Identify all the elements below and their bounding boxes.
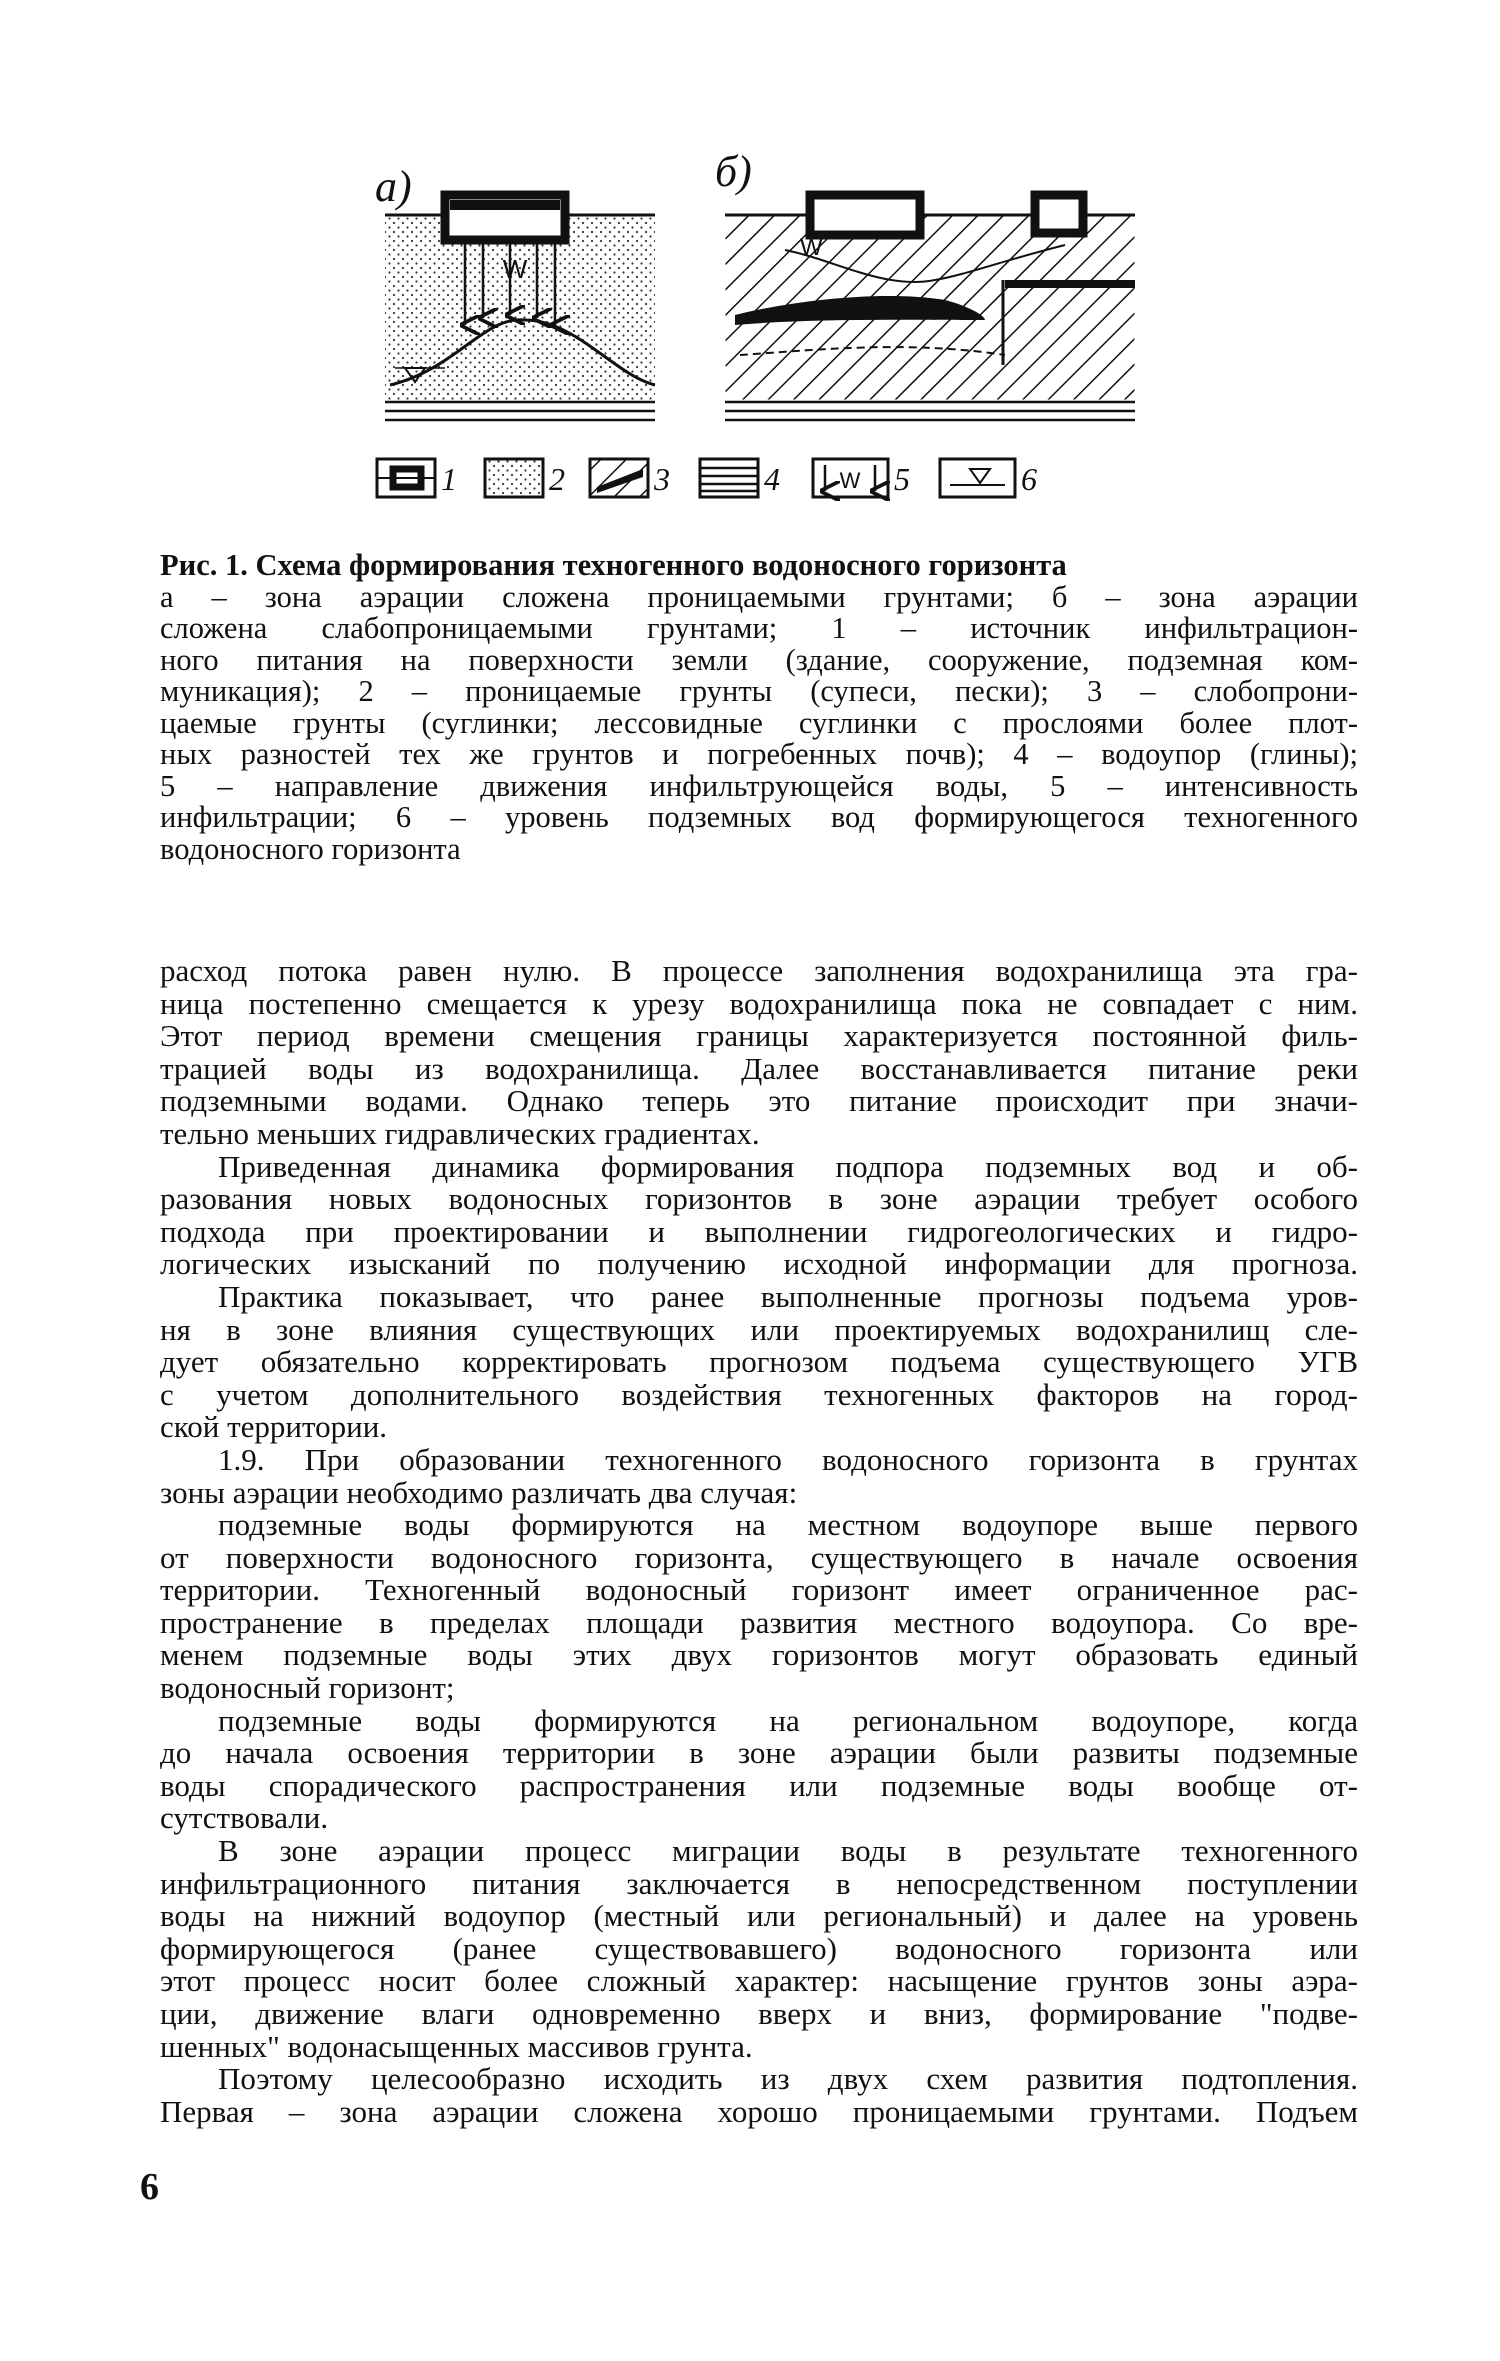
body-line: тельно меньших гидравлических градиентах.: [160, 1115, 760, 1151]
body-line: зоны аэрации необходимо различать два случая:: [160, 1474, 798, 1510]
caption-line: муникация); 2 – проницаемые грунты (супеси, пески); 3 – слобопрони-: [160, 674, 1358, 708]
caption-title: Рис. 1. Схема формирования техногенного водоносного горизонта: [160, 548, 1067, 582]
caption-line: 5 – направление движения инфильтрующейся воды, 5 – интенсивность: [160, 768, 1358, 803]
body-line: разования новых водоносных горизонтов в зоне аэрации требует особого: [160, 1181, 1358, 1217]
body-line: расход потока равен нулю. В процессе заполнения водохранилища эта гра-: [160, 953, 1358, 988]
body-line: воды на нижний водоупор (местный или региональный) и далее на уровень: [160, 1898, 1358, 1934]
body-line: подземные воды формируются на региональном водоупоре, когда: [218, 1702, 1358, 1738]
legend-num-1: 1: [441, 461, 457, 497]
body-line: сутствовали.: [160, 1800, 329, 1836]
caption-line: водоносного горизонта: [160, 831, 461, 866]
figure-legend: [375, 455, 1155, 503]
body-line: инфильтрационного питания заключается в непосредственном поступлении: [160, 1865, 1358, 1901]
body-line: до начала освоения территории в зоне аэрации были развиты подземные: [160, 1735, 1358, 1771]
caption-line: ного питания на поверхности земли (здание, сооружение, подземная ком-: [160, 642, 1358, 677]
caption-line: инфильтрации; 6 – уровень подземных вод формирующегося техногенного: [160, 800, 1358, 834]
figure-1-diagram: [365, 140, 1155, 520]
figure-label-b: б): [715, 147, 752, 196]
body-line: ции, движение влаги одновременно вверх и вниз, формирование "подве-: [160, 1996, 1358, 2031]
panel-a: [385, 195, 655, 420]
legend-num-5: 5: [894, 461, 910, 497]
body-line: воды спорадического распространения или подземные воды вообще от-: [160, 1767, 1358, 1803]
body-line: Этот период времени смещения границы характеризуется постоянной филь-: [160, 1018, 1358, 1054]
body-line: В зоне аэрации процесс миграции воды в результате техногенного: [218, 1833, 1358, 1869]
body-line: ница постепенно смещается к урезу водохранилища пока не совпадает с ним.: [160, 985, 1358, 1021]
body-line: от поверхности водоносного горизонта, существующего в начале освоения: [160, 1539, 1358, 1575]
body-line: шенных" водонасыщенных массивов грунта.: [160, 2028, 753, 2064]
body-line: территории. Техногенный водоносный горизонт имеет ограниченное рас-: [160, 1572, 1358, 1608]
body-line: ской территории.: [160, 1409, 388, 1445]
body-line: с учетом дополнительного воздействия техногенных факторов на город-: [160, 1376, 1358, 1412]
body-line: логических изысканий по получению исходной информации для прогноза.: [160, 1246, 1358, 1282]
body-line: ня в зоне влияния существующих или проектируемых водохранилищ сле-: [160, 1311, 1358, 1347]
legend-num-2: 2: [549, 461, 565, 497]
body-line: менем подземные воды этих двух горизонтов могут образовать единый: [160, 1637, 1358, 1673]
body-line: Практика показывает, что ранее выполненные прогнозы подъема уров-: [218, 1278, 1358, 1314]
body-line: Первая – зона аэрации сложена хорошо проницаемыми грунтами. Подъем: [160, 2093, 1358, 2129]
body-text: [160, 955, 1358, 2128]
body-line: формирующегося (ранее существовавшего) водоносного горизонта или: [160, 1930, 1358, 1966]
body-line: Приведенная динамика формирования подпора подземных вод и об-: [218, 1148, 1358, 1184]
figure-caption: [160, 550, 1358, 865]
caption-line: а – зона аэрации сложена проницаемыми грунтами; б – зона аэрации: [160, 579, 1358, 614]
legend-num-3: 3: [654, 461, 670, 497]
body-line: этот процесс носит более сложный характер: насыщение грунтов зоны аэра-: [160, 1963, 1358, 1999]
body-line: дует обязательно корректировать прогнозом подъема существующего УГВ: [160, 1344, 1358, 1380]
legend-num-4: 4: [764, 461, 780, 497]
w-label-b: W: [800, 234, 823, 261]
body-line: подземные воды формируются на местном водоупоре выше первого: [218, 1507, 1358, 1543]
caption-line: ных разностей тех же грунтов и погребенных почв); 4 – водоупор (глины);: [160, 737, 1358, 771]
caption-line: сложена слабопроницаемыми грунтами; 1 – источник инфильтрацион-: [160, 611, 1358, 645]
body-line: трацией воды из водохранилища. Далее восстанавливается питание реки: [160, 1050, 1358, 1086]
legend-w: W: [839, 468, 861, 493]
body-line: подхода при проектировании и выполнении гидрогеологических и гидро-: [160, 1213, 1358, 1249]
figure-label-a: а): [375, 162, 412, 211]
legend-num-6: 6: [1021, 461, 1037, 497]
panel-b: [725, 195, 1135, 420]
w-label-a: W: [502, 254, 528, 284]
page-number: 6: [140, 2166, 159, 2208]
body-line: водоносный горизонт;: [160, 1670, 455, 1706]
body-line: подземными водами. Однако теперь это питание происходит при значи-: [160, 1083, 1358, 1119]
figure-panels: [365, 140, 1155, 440]
caption-line: цаемые грунты (суглинки; лессовидные суглинки с прослоями более плот-: [160, 705, 1358, 740]
body-line: пространение в пределах площади развития местного водоупора. Со вре-: [160, 1604, 1358, 1640]
body-line: 1.9. При образовании техногенного водоносного горизонта в грунтах: [218, 1441, 1358, 1477]
body-line: Поэтому целесообразно исходить из двух схем развития подтопления.: [218, 2061, 1358, 2097]
